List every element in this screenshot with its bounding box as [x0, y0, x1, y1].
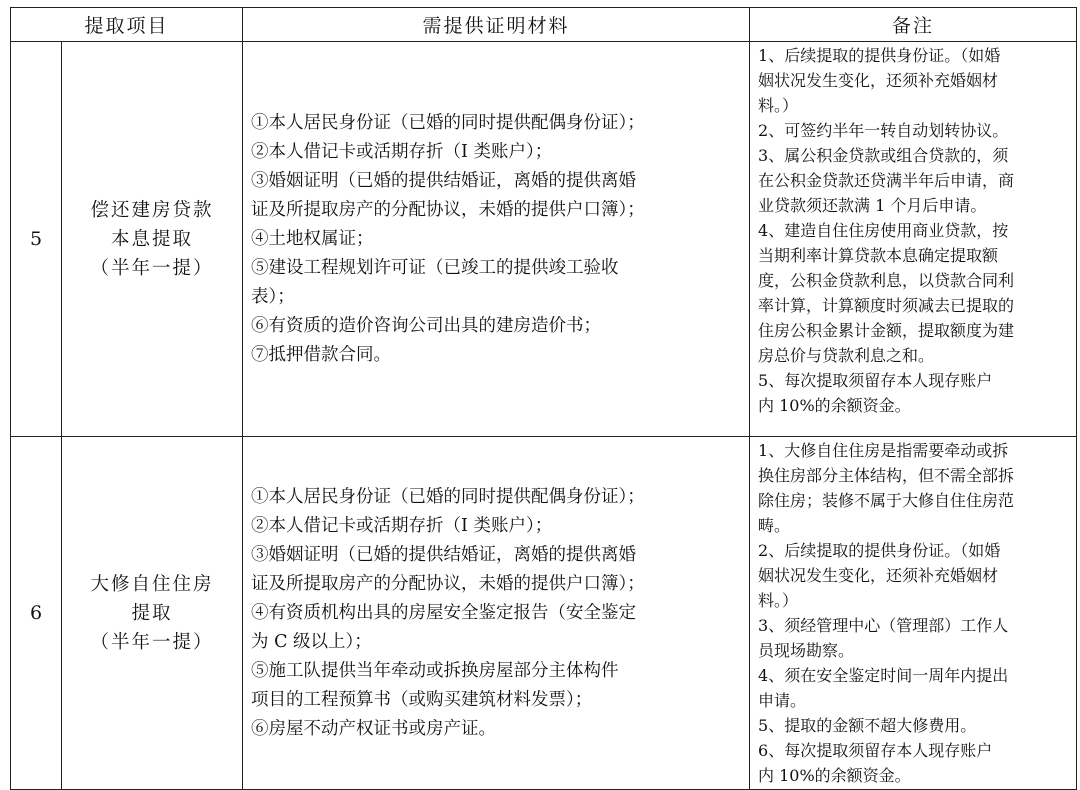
- table-row: [11, 437, 1077, 790]
- header-notes: 备注: [750, 8, 1077, 42]
- item-name: [62, 42, 243, 437]
- note-line: 换住房部分主体结构，但不需全部拆: [758, 466, 1015, 485]
- note-line: 5、每次提取须留存本人现存账户: [758, 371, 993, 390]
- note-line: 除住房；装修不属于大修自住住房范: [758, 491, 1015, 510]
- item-line: 提取: [131, 602, 173, 624]
- material-line: ②本人借记卡或活期存折（I 类账户）；: [251, 141, 553, 162]
- material-line: 项目的工程预算书（或购买建筑材料发票）；: [251, 689, 593, 710]
- note-line: 房总价与贷款利息之和。: [758, 346, 935, 365]
- note-line: 姻状况发生变化，还须补充婚姻材: [758, 566, 999, 585]
- header-materials: 需提供证明材料: [243, 8, 750, 42]
- material-line: ⑤建设工程规划许可证（已竣工的提供竣工验收: [251, 257, 619, 278]
- material-line: ③婚姻证明（已婚的提供结婚证，离婚的提供离婚: [251, 170, 637, 191]
- item-line: 偿还建房贷款: [90, 199, 214, 221]
- table-header-row: [11, 8, 1077, 42]
- note-line: 畴。: [758, 516, 791, 535]
- row-number: 6: [11, 437, 62, 790]
- note-line: 2、可签约半年一转自动划转协议。: [758, 121, 1009, 140]
- note-line: 4、须在安全鉴定时间一周年内提出: [758, 666, 1009, 685]
- material-line: ④有资质机构出具的房屋安全鉴定报告（安全鉴定: [251, 602, 637, 623]
- material-line: ⑦抵押借款合同。: [251, 344, 392, 365]
- material-line: 证及所提取房产的分配协议，未婚的提供户口簿）；: [251, 573, 645, 594]
- note-line: 6、每次提取须留存本人现存账户: [758, 741, 993, 760]
- note-line: 1、大修自住住房是指需要牵动或拆: [758, 441, 1009, 460]
- note-line: 在公积金贷款还贷满半年后申请，商: [758, 171, 1015, 190]
- material-line: 为 C 级以上）；: [251, 631, 372, 652]
- notes-cell: [750, 42, 1077, 437]
- material-line: ⑤施工队提供当年牵动或拆换房屋部分主体构件: [251, 660, 619, 681]
- note-line: 当期利率计算贷款本息确定提取额: [758, 246, 999, 265]
- materials-cell: [243, 42, 750, 437]
- material-line: 表）；: [251, 286, 295, 307]
- material-line: ③婚姻证明（已婚的提供结婚证，离婚的提供离婚: [251, 544, 637, 565]
- material-line: ⑥房屋不动产权证书或房产证。: [251, 718, 497, 739]
- item-line: （半年一提）: [90, 631, 214, 653]
- material-line: ①本人居民身份证（已婚的同时提供配偶身份证）；: [251, 112, 645, 133]
- note-line: 3、须经管理中心（管理部）工作人: [758, 616, 1009, 635]
- item-line: 本息提取: [111, 228, 194, 250]
- row-number: 5: [11, 42, 62, 437]
- note-line: 4、建造自住住房使用商业贷款，按: [758, 221, 1009, 240]
- materials-cell: [243, 437, 750, 790]
- material-line: 证及所提取房产的分配协议，未婚的提供户口簿）；: [251, 199, 645, 220]
- note-line: 业贷款须还款满 1 个月后申请。: [758, 196, 987, 215]
- note-line: 内 10%的余额资金。: [758, 396, 911, 415]
- item-line: 大修自住住房: [90, 573, 214, 595]
- material-line: ⑥有资质的造价咨询公司出具的建房造价书；: [251, 315, 602, 336]
- material-line: ②本人借记卡或活期存折（I 类账户）；: [251, 515, 553, 536]
- note-line: 料。）: [758, 96, 799, 115]
- note-line: 率计算，计算额度时须减去已提取的: [758, 296, 1015, 315]
- note-line: 度，公积金贷款利息，以贷款合同利: [758, 271, 1015, 290]
- note-line: 申请。: [758, 691, 807, 710]
- notes-cell: [750, 437, 1077, 790]
- material-line: ④土地权属证；: [251, 228, 374, 249]
- note-line: 5、提取的金额不超大修费用。: [758, 716, 977, 735]
- note-line: 料。）: [758, 591, 799, 610]
- requirements-table: [10, 7, 1077, 790]
- header-item: 提取项目: [11, 8, 243, 42]
- note-line: 住房公积金累计金额，提取额度为建: [758, 321, 1015, 340]
- item-name: [62, 437, 243, 790]
- material-line: ①本人居民身份证（已婚的同时提供配偶身份证）；: [251, 486, 645, 507]
- note-line: 员现场勘察。: [758, 641, 855, 660]
- note-line: 2、后续提取的提供身份证。（如婚: [758, 541, 1001, 560]
- note-line: 姻状况发生变化，还须补充婚姻材: [758, 71, 999, 90]
- note-line: 内 10%的余额资金。: [758, 766, 911, 785]
- note-line: 1、后续提取的提供身份证。（如婚: [758, 46, 1001, 65]
- item-line: （半年一提）: [90, 257, 214, 279]
- table-row: [11, 42, 1077, 437]
- note-line: 3、属公积金贷款或组合贷款的，须: [758, 146, 1009, 165]
